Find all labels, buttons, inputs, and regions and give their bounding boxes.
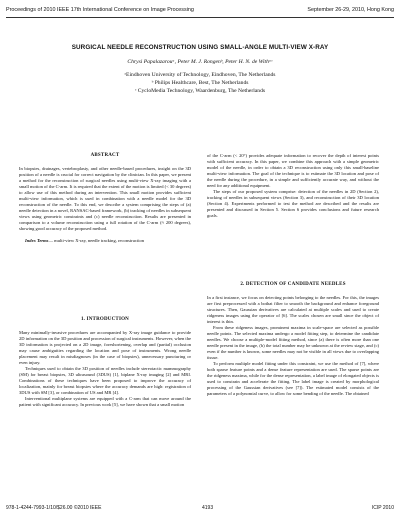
footer-conference: ICIP 2010 xyxy=(371,505,394,511)
detection-paragraph-1: In a first instance, we focus on detecting points belonging to the needles. For this, the images are first preprocessed with a bothat filter to smooth the background and enhance foreground structures. Then, Gaussian derivatives are calculated at multiple scales and used to create ridgeness images using the operator of [6]. The scales chosen are small since the object of interest is thin. xyxy=(207,295,379,324)
detection-paragraph-2: From these ridgeness images, prominent maxima in scale-space are selected as possible needle points. The selected maxima undergo a model fitting step, to determine the candidate needles. We choose a multiple-model fitting method, since (a) there is often more than one needle present in the image, (b) the total number may be unknown at the review stage, and (c) even if the number is known, some needles may not be visible in all views due to overlapping tissue. xyxy=(207,325,379,360)
running-header xyxy=(6,5,394,18)
intro-continued-1: of the C-arm (< 20°) provides adequate information to recover the depth of interest points with sufficient accuracy. In this paper, we combine this approach with a simple geometric model of the needle, in order to obtain a 3D reconstruction using only this small-baseline multi-view information. The goal of the technique is to estimate the 3D location and pose of the needle during the procedure, in a simple and sufficiently accurate way, and without the need for any additional equipment. xyxy=(207,153,379,188)
index-terms xyxy=(19,238,191,244)
paper-title: SURGICAL NEEDLE RECONSTRUCTION USING SMALL-ANGLE MULTI-VIEW X-RAY xyxy=(71,44,329,51)
affiliation-1: ᵃEindhoven University of Technology, Eindhoven, The Netherlands xyxy=(124,72,276,78)
page-number: 4193 xyxy=(202,505,214,511)
intro-paragraph-1: Many minimally-invasive procedures are accompanied by X-ray image guidance to provide 2D information on the 3D position and procession of surgical instruments. However, when the 3D information is projected on a 2D image, foreshortening, overlap and (partial) occlusion may cause ambiguities regarding the location and pose of instruments. Wrong needle placement may result in misdiagnoses (in the case of biopsies), unnecessary puncturing or even injury. xyxy=(19,330,191,365)
header-dates: September 26-29, 2010, Hong Kong xyxy=(307,7,394,13)
introduction-heading: 1. INTRODUCTION xyxy=(80,317,129,322)
abstract-body: In biopsies, drainages, vertebroplasty, and other needle-based procedures, insight on the 3D position of a needle is crucial for correct navigation by the clinician. In this paper, we present a method for the reconstruction of surgical needles using multi-view X-ray imaging with a small motion of the C-arm. It is required that the extent of the motion is limited (< 30 degrees) to allow use of this method during an intervention. This small motion provides sufficient multi-view information, which is used in combination with a needle model for the 3D reconstruction of the needle. To this end, we describe a system comprising the steps of (a) needle detection in a novel, RANSAC-based framework, (b) tracking of needles in subsequent views using geometric constraints and (c) needle reconstruction. Results are presented in comparison to a volume reconstruction using a full rotation of the C-arm (≈ 200 degrees), showing good accuracy of the proposed method. xyxy=(19,166,191,231)
header-conference: Proceedings of 2010 IEEE 17th International Conference on Image Processing xyxy=(6,7,194,13)
page-footer xyxy=(6,505,394,515)
abstract-heading: ABSTRACT xyxy=(90,153,120,158)
left-column-intro xyxy=(19,317,191,408)
footer-copyright: 978-1-4244-7993-1/10/$26.00 ©2010 IEEE xyxy=(6,505,102,511)
index-terms-label: Index Terms xyxy=(25,238,49,243)
detection-heading: 2. DETECTION OF CANDIDATE NEEDLES xyxy=(240,282,346,287)
intro-paragraph-2: Techniques used to obtain the 3D position of needles include stereotactic mammography (SM) for breast biopsies, 3D ultrasound (3DUS) [1], biplane X-ray imaging [2] and MRI. Combinations of these techniques have been proposed to improve the accuracy of localization, mainly for breast biopsies where the accuracy demands are high: registration of 3DUS with SM [3], or combination of US and MR [4]. xyxy=(19,366,191,395)
intro-paragraph-3: Interventional multiplane systems are equipped with a C-arm that can move around the patient with significant accuracy. In previous work [5], we have shown that a small motion xyxy=(19,396,191,407)
paper-authors: Chrysi Papalazarouᵃ, Peter M. J. Rongenᵇ, Peter H. N. de Withᵃᶜ xyxy=(127,59,273,65)
detection-paragraph-3: To perform multiple model fitting under this constraint, we use the method of [7], where both sparse feature points and a dense feature representation are used. The sparse points are the ridgeness maxima, while for the dense representation, a label image of elongated objects is used to constrain and accelerate the fitting. The label image is created by morphological processing of the Gaussian derivatives (see [7]). The estimated model consists of the parameters of a polynomial curve, to allow for some bending of the needle. The obtained xyxy=(207,361,379,396)
affiliation-3: ᶜ CycloMedia Technology, Waardenburg, The Netherlands xyxy=(134,88,266,94)
left-column xyxy=(19,153,191,244)
index-terms-text: — multi-view X-ray, needle tracking, reconstruction xyxy=(48,238,145,243)
right-column-detection xyxy=(207,282,379,397)
affiliation-2: ᵇ Philips Healthcare, Best, The Netherlands xyxy=(151,80,249,86)
intro-continued-2: The steps of our proposed system comprise: detection of the needles in 2D (Section 2), tracking of needles in subsequent views (Section 3), and reconstruction of their 3D location (Section 4). Experiments performed to test the method are described and the results are presented and discussed in Section 5. Section 6 provides conclusions and future research goals. xyxy=(207,189,379,218)
right-column xyxy=(207,153,379,219)
